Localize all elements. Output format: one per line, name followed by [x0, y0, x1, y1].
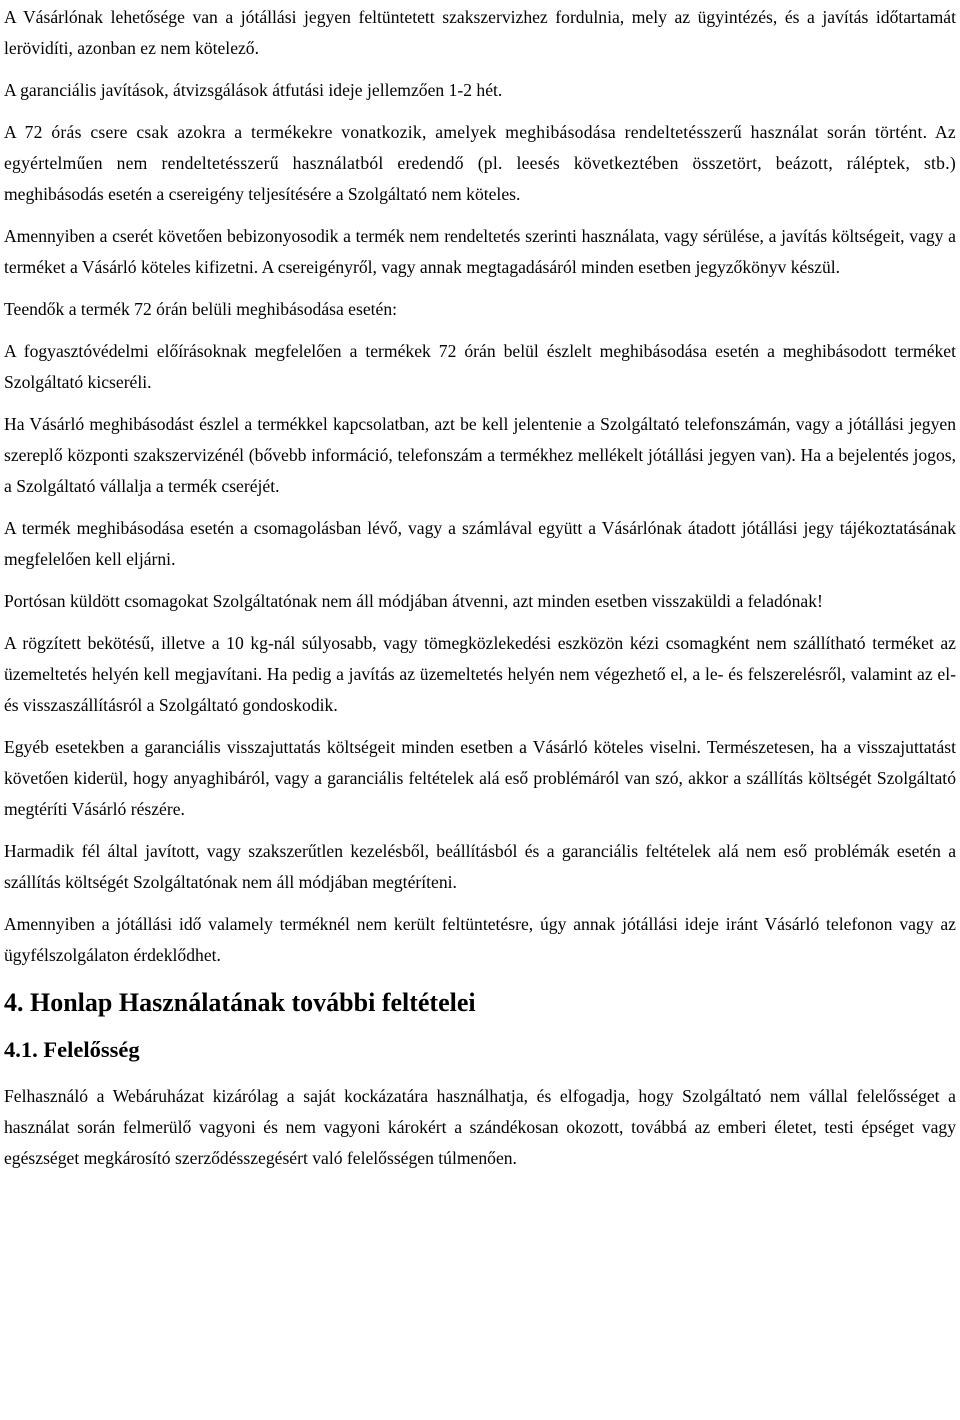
section-heading-website-terms: 4. Honlap Használatának további feltételei [4, 988, 476, 1017]
paragraph-todo-heading: Teendők a termék 72 órán belüli meghibásodása esetén: [4, 299, 398, 319]
paragraph-defect-report: Ha Vásárló meghibásodást észlel a termékkel kapcsolatban, azt be kell jelentenie a Szolgáltató telefonszámán, vagy a jótállási jegyen szereplő központi szakszervizénél (bővebb információ, telefonszám a termékhez mellékelt jótállási jegyen van). Ha a bejelentés jogos, a Szolgáltató vállalja a termék cseréjét. [4, 414, 956, 496]
paragraph-misuse-costs: Amennyiben a cserét követően bebizonyosodik a termék nem rendeltetés szerinti használata, vagy sérülése, a javítás költségeit, vagy a terméket a Vásárló köteles kifizetni. A csereigényről, vagy annak megtagadásáról minden esetben jegyzőkönyv készül. [4, 226, 956, 277]
paragraph-onsite-repair: A rögzített bekötésű, illetve a 10 kg-nál súlyosabb, vagy tömegközlekedési eszközön kézi csomagként nem szállítható terméket az üzemeltetés helyén kell megjavítani. Ha pedig a javítás az üzemeltetés helyén nem végezhető el, a le- és felszerelésről, valamint az el- és visszaszállításról a Szolgáltató gondoskodik. [4, 633, 956, 715]
paragraph-service-option: A Vásárlónak lehetősége van a jótállási jegyen feltüntetett szakszervizhez fordulnia, mely az ügyintézés, és a javítás időtartamát lerövidíti, azonban ez nem kötelező. [4, 7, 956, 58]
paragraph-72h-exchange-part1: A 72 órás csere csak azokra a termékekre vonatkozik, amelyek meghibásodása rendeltetésszerű használat során történt. [4, 122, 928, 142]
paragraph-72h-exchange-part3: meghibásodás esetén a csereigény teljesítésére a Szolgáltató nem köteles. [4, 184, 521, 204]
paragraph-72h-exchange [4, 117, 956, 210]
subsection-heading-liability: 4.1. Felelősség [4, 1037, 140, 1062]
paragraph-return-costs: Egyéb esetekben a garanciális visszajuttatás költségeit minden esetben a Vásárló köteles viselni. Természetesen, ha a visszajuttatást követően kiderül, hogy anyaghibáról, vagy a garanciális feltételek alá eső problémáról van szó, akkor a szállítás költségét Szolgáltató megtéríti Vásárló részére. [4, 737, 956, 819]
paragraph-repair-duration: A garanciális javítások, átvizsgálások átfutási ideje jellemzően 1-2 hét. [4, 80, 503, 100]
paragraph-72h-exchange-part2: Az egyértelműen nem rendeltetésszerű használatból eredendő (pl. leesés következtében összetört, beázott, ráléptek, stb.) [4, 122, 956, 173]
paragraph-liability: Felhasználó a Webáruházat kizárólag a saját kockázatára használhatja, és elfogadja, hogy Szolgáltató nem vállal felelősséget a használat során felmerülő vagyoni és nem vagyoni károkért a szándékosan okozott, továbbá az emberi életet, testi épséget vagy egészséget megkárosító szerződésszegésért való felelősségen túlmenően. [4, 1086, 956, 1168]
paragraph-consumer-protection: A fogyasztóvédelmi előírásoknak megfelelően a termékek 72 órán belül észlelt meghibásodása esetén a meghibásodott terméket Szolgáltató kicseréli. [4, 341, 956, 392]
document-page [4, 2, 956, 1174]
paragraph-warranty-period: Amennyiben a jótállási idő valamely terméknél nem került feltüntetésre, úgy annak jótállási ideje iránt Vásárló telefonon vagy az ügyfélszolgálaton érdeklődhet. [4, 914, 956, 965]
paragraph-packaging-warranty: A termék meghibásodása esetén a csomagolásban lévő, vagy a számlával együtt a Vásárlónak átadott jótállási jegy tájékoztatásának megfelelően kell eljárni. [4, 518, 956, 569]
paragraph-third-party-repair: Harmadik fél által javított, vagy szakszerűtlen kezelésből, beállításból és a garanciális feltételek alá nem eső problémák esetén a szállítás költségét Szolgáltatónak nem áll módjában megtéríteni. [4, 841, 956, 892]
paragraph-cod-packages: Portósan küldött csomagokat Szolgáltatónak nem áll módjában átvenni, azt minden esetben visszaküldi a feladónak! [4, 591, 823, 611]
